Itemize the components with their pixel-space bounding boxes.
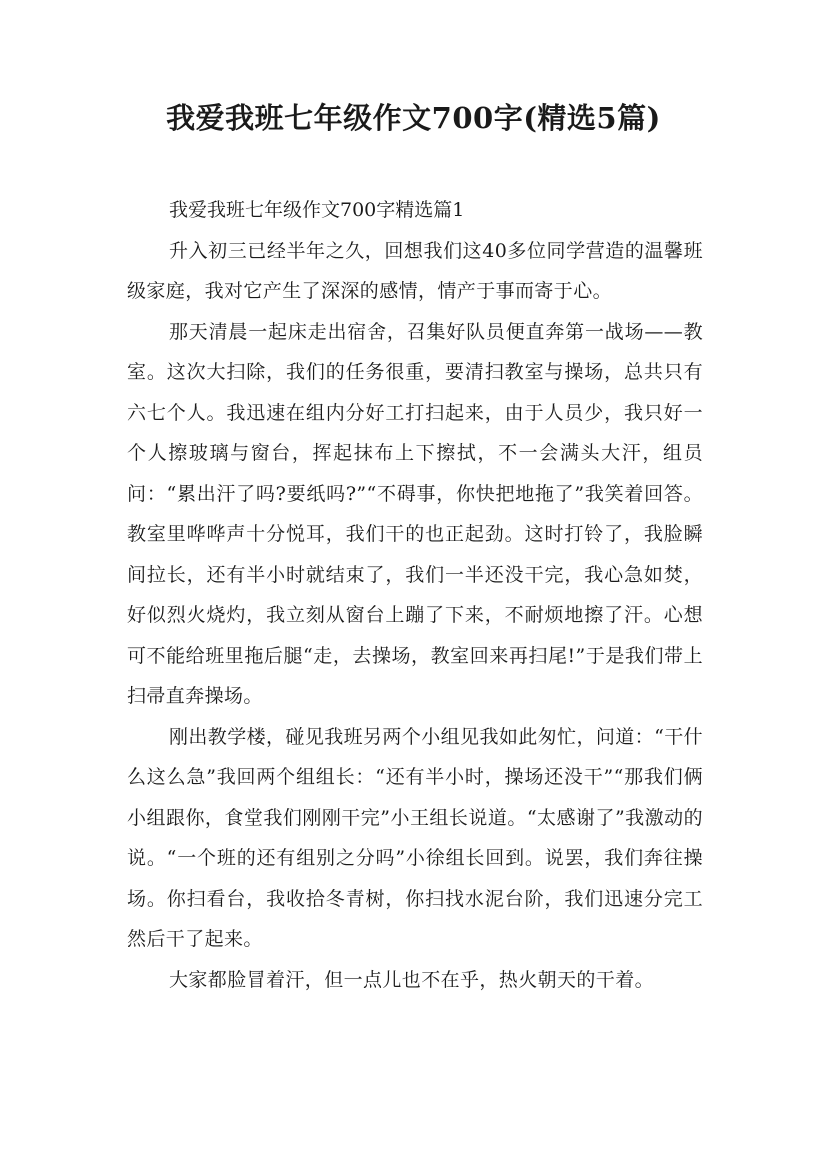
paragraph: 升入初三已经半年之久，回想我们这40多位同学营造的温馨班级家庭，我对它产生了深深的感情，情产于事而寄于心。 [127, 239, 703, 302]
paragraph: 大家都脸冒着汗，但一点儿也不在乎，热火朝天的干着。 [169, 968, 655, 991]
document-title: 我爱我班七年级作文700字(精选5篇) [166, 101, 661, 135]
section-heading: 我爱我班七年级作文700字精选篇1 [169, 199, 465, 221]
paragraph: 刚出教学楼，碰见我班另两个小组见我如此匆忙，问道：“干什么这么急”我回两个组组长：“还有半小时，操场还没干”“那我们俩小组跟你，食堂我们刚刚干完”小王组长说道。“太感谢了”我激动的说。“一个班的还有组别之分吗”小徐组长回到。说罢，我们奔往操场。你扫看台，我收拾冬青树，你扫找水泥台阶，我们迅速分完工然后干了起来。 [127, 725, 703, 950]
paragraph: 那天清晨一起床走出宿舍，召集好队员便直奔第一战场——教室。这次大扫除，我们的任务很重，要清扫教室与操场，总共只有六七个人。我迅速在组内分好工打扫起来，由于人员少，我只好一个人擦玻璃与窗台，挥起抹布上下擦拭，不一会满头大汗，组员问：“累出汗了吗?要纸吗?”“不碍事，你快把地拖了”我笑着回答。教室里哗哗声十分悦耳，我们干的也正起劲。这时打铃了，我脸瞬间拉长，还有半小时就结束了，我们一半还没干完，我心急如焚，好似烈火烧灼，我立刻从窗台上蹦了下来，不耐烦地擦了汗。心想可不能给班里拖后腿“走，去操场，教室回来再扫尾!”于是我们带上扫帚直奔操场。 [127, 320, 703, 707]
document-body [127, 190, 703, 1000]
